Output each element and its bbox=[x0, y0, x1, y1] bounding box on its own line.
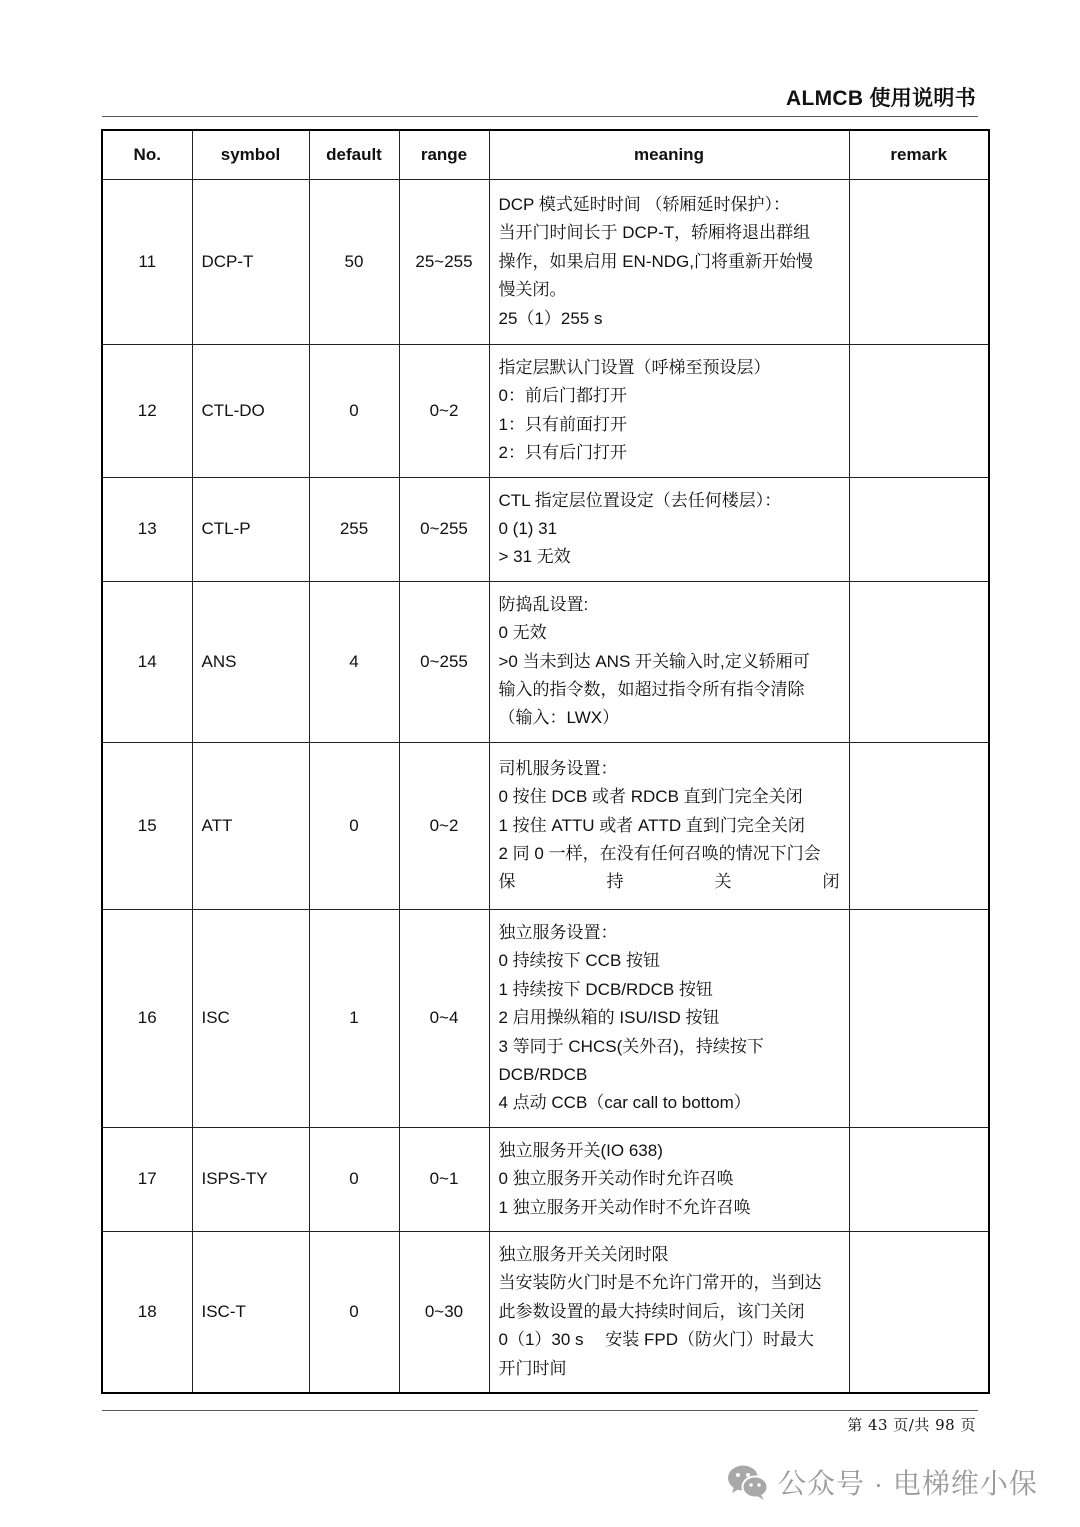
meaning-line: 独立服务开关关闭时限 bbox=[498, 1244, 669, 1264]
cell-no: 18 bbox=[102, 1231, 192, 1393]
meaning-line: 25（1）255 s bbox=[498, 308, 603, 328]
meaning-line: 此参数设置的最大持续时间后，该门关闭 bbox=[498, 1301, 805, 1321]
meaning-line: 3 等同于 CHCS(关外召)，持续按下 bbox=[498, 1036, 764, 1056]
meaning-line: 输入的指令数，如超过指令所有指令清除 bbox=[498, 680, 805, 700]
cell-default: 0 bbox=[309, 742, 399, 909]
meaning-line: 4 点动 CCB（car call to bottom） bbox=[498, 1093, 751, 1113]
cell-range: 0~2 bbox=[399, 742, 489, 909]
cell-default: 0 bbox=[309, 1127, 399, 1231]
table-row bbox=[102, 1231, 989, 1393]
parameter-table bbox=[101, 129, 990, 1394]
cell-symbol: ISPS-TY bbox=[192, 1127, 309, 1231]
table-row bbox=[102, 180, 989, 345]
meaning-line: 2 同 0 一样，在没有任何召唤的情况下门会 bbox=[498, 844, 821, 864]
wechat-icon bbox=[726, 1462, 770, 1502]
cell-no: 11 bbox=[102, 180, 192, 345]
meaning-line: 1 按住 ATTU 或者 ATTD 直到门完全关闭 bbox=[498, 815, 805, 835]
table-row bbox=[102, 1127, 989, 1231]
cell-default: 0 bbox=[309, 345, 399, 478]
cell-symbol: DCP-T bbox=[192, 180, 309, 345]
watermark-text: 公众号 · 电梯维小保 bbox=[778, 1468, 1038, 1499]
table-row bbox=[102, 477, 989, 581]
col-header-no: No. bbox=[102, 130, 192, 180]
cell-default: 255 bbox=[309, 477, 399, 581]
cell-symbol: ATT bbox=[192, 742, 309, 909]
table-body bbox=[102, 180, 989, 1393]
meaning-line: 1：只有前面打开 bbox=[498, 414, 627, 434]
cell-range: 25~255 bbox=[399, 180, 489, 345]
meaning-line: 操作，如果启用 EN-NDG,门将重新开始慢 bbox=[498, 251, 813, 271]
cell-symbol: CTL-P bbox=[192, 477, 309, 581]
table-row bbox=[102, 909, 989, 1127]
footer-rule bbox=[102, 1410, 978, 1411]
cell-default: 50 bbox=[309, 180, 399, 345]
meaning-line: 独立服务设置： bbox=[498, 922, 618, 942]
document-title: ALMCB 使用说明书 bbox=[786, 87, 976, 110]
meaning-line: 2 启用操纵箱的 ISU/ISD 按钮 bbox=[498, 1008, 720, 1028]
meaning-line: 0 无效 bbox=[498, 623, 547, 643]
meaning-line: CTL 指定层位置设定（去任何楼层）： bbox=[498, 490, 782, 510]
watermark bbox=[726, 1460, 1038, 1504]
meaning-line: 司机服务设置： bbox=[498, 758, 618, 778]
cell-remark bbox=[849, 581, 989, 742]
cell-range: 0~2 bbox=[399, 345, 489, 478]
col-header-symbol: symbol bbox=[192, 130, 309, 180]
meaning-line: 0 (1) 31 bbox=[498, 519, 558, 539]
cell-meaning bbox=[489, 909, 849, 1127]
col-header-remark: remark bbox=[849, 130, 989, 180]
meaning-line: （输入：LWX） bbox=[498, 708, 620, 728]
cell-meaning bbox=[489, 1127, 849, 1231]
table-header-row bbox=[102, 130, 989, 180]
cell-remark bbox=[849, 909, 989, 1127]
cell-no: 14 bbox=[102, 581, 192, 742]
cell-remark bbox=[849, 345, 989, 478]
meaning-line: 1 独立服务开关动作时不允许召唤 bbox=[498, 1197, 751, 1217]
cell-range: 0~4 bbox=[399, 909, 489, 1127]
cell-remark bbox=[849, 180, 989, 345]
meaning-line: DCB/RDCB bbox=[498, 1064, 588, 1084]
cell-no: 13 bbox=[102, 477, 192, 581]
cell-range: 0~255 bbox=[399, 581, 489, 742]
meaning-line: 0 按住 DCB 或者 RDCB 直到门完全关闭 bbox=[498, 787, 803, 807]
meaning-line: 慢关闭。 bbox=[498, 280, 567, 300]
cell-range: 0~1 bbox=[399, 1127, 489, 1231]
cell-default: 0 bbox=[309, 1231, 399, 1393]
meaning-line: 2：只有后门打开 bbox=[498, 443, 627, 463]
cell-default: 4 bbox=[309, 581, 399, 742]
table-row bbox=[102, 581, 989, 742]
cell-remark bbox=[849, 477, 989, 581]
cell-meaning bbox=[489, 477, 849, 581]
cell-range: 0~30 bbox=[399, 1231, 489, 1393]
meaning-line: 开门时间 bbox=[498, 1358, 567, 1378]
cell-meaning bbox=[489, 1231, 849, 1393]
page-number: 第 43 页/共 98 页 bbox=[847, 1416, 976, 1434]
meaning-line: 0（1）30 s 安装 FPD（防火门）时最大 bbox=[498, 1330, 814, 1350]
cell-no: 15 bbox=[102, 742, 192, 909]
meaning-line: 0：前后门都打开 bbox=[498, 386, 627, 406]
cell-meaning bbox=[489, 742, 849, 909]
table-row bbox=[102, 345, 989, 478]
cell-remark bbox=[849, 1127, 989, 1231]
cell-symbol: ANS bbox=[192, 581, 309, 742]
meaning-line: 防捣乱设置: bbox=[498, 594, 589, 614]
cell-symbol: ISC-T bbox=[192, 1231, 309, 1393]
header-rule bbox=[102, 116, 978, 117]
cell-meaning bbox=[489, 345, 849, 478]
cell-no: 16 bbox=[102, 909, 192, 1127]
cell-range: 0~255 bbox=[399, 477, 489, 581]
table-row bbox=[102, 742, 989, 909]
meaning-line: 1 持续按下 DCB/RDCB 按钮 bbox=[498, 979, 713, 999]
meaning-line: > 31 无效 bbox=[498, 547, 571, 567]
meaning-line: 当开门时间长于 DCP-T，轿厢将退出群组 bbox=[498, 223, 811, 243]
meaning-line: 保持关闭 bbox=[498, 872, 840, 892]
meaning-line: 独立服务开关(IO 638) bbox=[498, 1140, 663, 1160]
cell-meaning bbox=[489, 180, 849, 345]
cell-meaning bbox=[489, 581, 849, 742]
cell-remark bbox=[849, 742, 989, 909]
meaning-line: >0 当未到达 ANS 开关输入时,定义轿厢可 bbox=[498, 651, 810, 671]
cell-no: 12 bbox=[102, 345, 192, 478]
col-header-range: range bbox=[399, 130, 489, 180]
meaning-line: DCP 模式延时时间 （轿厢延时保护）： bbox=[498, 194, 791, 214]
cell-default: 1 bbox=[309, 909, 399, 1127]
meaning-line: 0 持续按下 CCB 按钮 bbox=[498, 951, 661, 971]
cell-symbol: ISC bbox=[192, 909, 309, 1127]
cell-remark bbox=[849, 1231, 989, 1393]
col-header-meaning: meaning bbox=[489, 130, 849, 180]
meaning-line: 当安装防火门时是不允许门常开的，当到达 bbox=[498, 1273, 822, 1293]
cell-no: 17 bbox=[102, 1127, 192, 1231]
cell-symbol: CTL-DO bbox=[192, 345, 309, 478]
meaning-line: 0 独立服务开关动作时允许召唤 bbox=[498, 1169, 734, 1189]
meaning-line: 指定层默认门设置（呼梯至预设层） bbox=[498, 358, 771, 377]
col-header-default: default bbox=[309, 130, 399, 180]
